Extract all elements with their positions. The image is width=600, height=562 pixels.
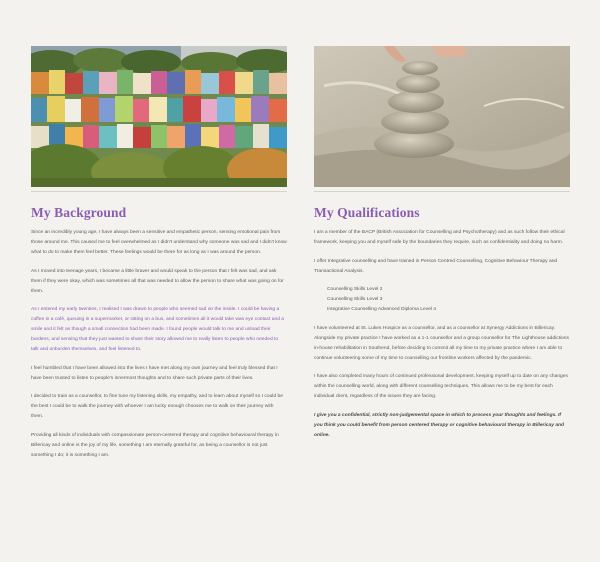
colorful-houses-photo bbox=[31, 46, 287, 187]
qualification-item: Integrative Counselling Advanced Diploma Level 4 bbox=[327, 307, 437, 312]
background-paragraph: As I moved into teenage years, I became a little braver and would speak to the person that I felt was sad, and ask them if they were okay, which was sometimes all that was needed to allow the person to share what was going on for them. bbox=[31, 268, 284, 294]
background-heading: My Background bbox=[31, 205, 127, 220]
qualifications-paragraph: I have also completed many hours of continued professional development, keeping myself up to date on any changes within the counselling world, along with different counselling techniques. This allows me to be my best for each individual client, regardless of the issues they are facing. bbox=[314, 374, 568, 399]
divider bbox=[314, 191, 570, 192]
qualifications-column bbox=[314, 46, 570, 449]
qualifications-heading: My Qualifications bbox=[314, 205, 420, 220]
background-column bbox=[31, 46, 287, 469]
qualifications-paragraph: I have volunteered at St. Lukes Hospice as a counsellor, and as a counsellor at Synergy Addictions in Billericay. Alongside my private practice I have worked as a 1-1 counsellor and a group counsellor for The Lighthouse addictions in-house rehabilitation in Southend, before deciding to commit all my time to my private practice where I am able to continue volunteering some of my time to counselling our frontline workers affected by the pandemic. bbox=[314, 325, 569, 361]
qualification-item: Counselling Skills Level 3 bbox=[327, 297, 383, 302]
background-paragraph: I feel humbled that I have been allowed into the lives I have met along my own journey and feel truly blessed that I have been trusted to listen to people's innermost thoughts and to share such private parts of their lives. bbox=[31, 365, 278, 381]
qualification-item: Counselling Skills Level 2 bbox=[327, 287, 383, 292]
qualifications-paragraph: I am a member of the BACP (British Association for Counselling and Psychotherapy) and as such follow their ethical framework, keeping you and myself safe by the boundaries they require, such as confidentiality and doing no harm. bbox=[314, 230, 565, 245]
closing-statement: I give you a confidential, strictly non-judgemental space in which to process your thoughts and feelings. If you think you could benefit from person centered therapy or cognitive behavioural therapy in Billericay and online. bbox=[314, 412, 565, 438]
background-paragraph: Since an incredibly young age, I have always been a sensitive and empathetic person, sensing emotional pain from those around me. This caused me to feel overwhelmed as I didn't understand why someone was sad and I didn't know what to do to make them feel better. These feelings would be there for as long as I was around the person. bbox=[31, 230, 287, 255]
qualifications-list bbox=[327, 285, 570, 315]
background-paragraph-highlight: As I entered my early twenties, I realised I was drawn to people who seemed sad on the inside. I could be having a coffee in a café, queuing in a supermarket, or sitting on a bus, and sometimes all it would take was eye contact and a smile and it felt as though a small connection had been made. I found people would talk to me and unload their burdens, and sensing that they just wanted to share their story allowed me to really listen to people who needed to talk and unburden themselves, and feel listened to. bbox=[31, 307, 285, 352]
background-paragraph: Providing all kinds of individuals with compassionate person-centered therapy and cognitive behavioural therapy in Billericay and online is the joy of my life, something I am eternally grateful for, as being a counsellor is not just something I do; it is something I am. bbox=[31, 432, 279, 458]
background-paragraph: I decided to train as a counsellor, to fine tune my listening skills, my empathy, and to learn about myself so I could be the best I could be to walk the journey with whoever I am lucky enough chooses me to walk on their journey with them. bbox=[31, 394, 283, 419]
divider bbox=[31, 191, 287, 192]
qualifications-paragraph: I offer Integrative counselling and have trained in Person Centred Counselling, Cognitive Behaviour Therapy and Transactional Analysis. bbox=[314, 258, 558, 274]
stacked-stones-photo bbox=[314, 46, 570, 187]
